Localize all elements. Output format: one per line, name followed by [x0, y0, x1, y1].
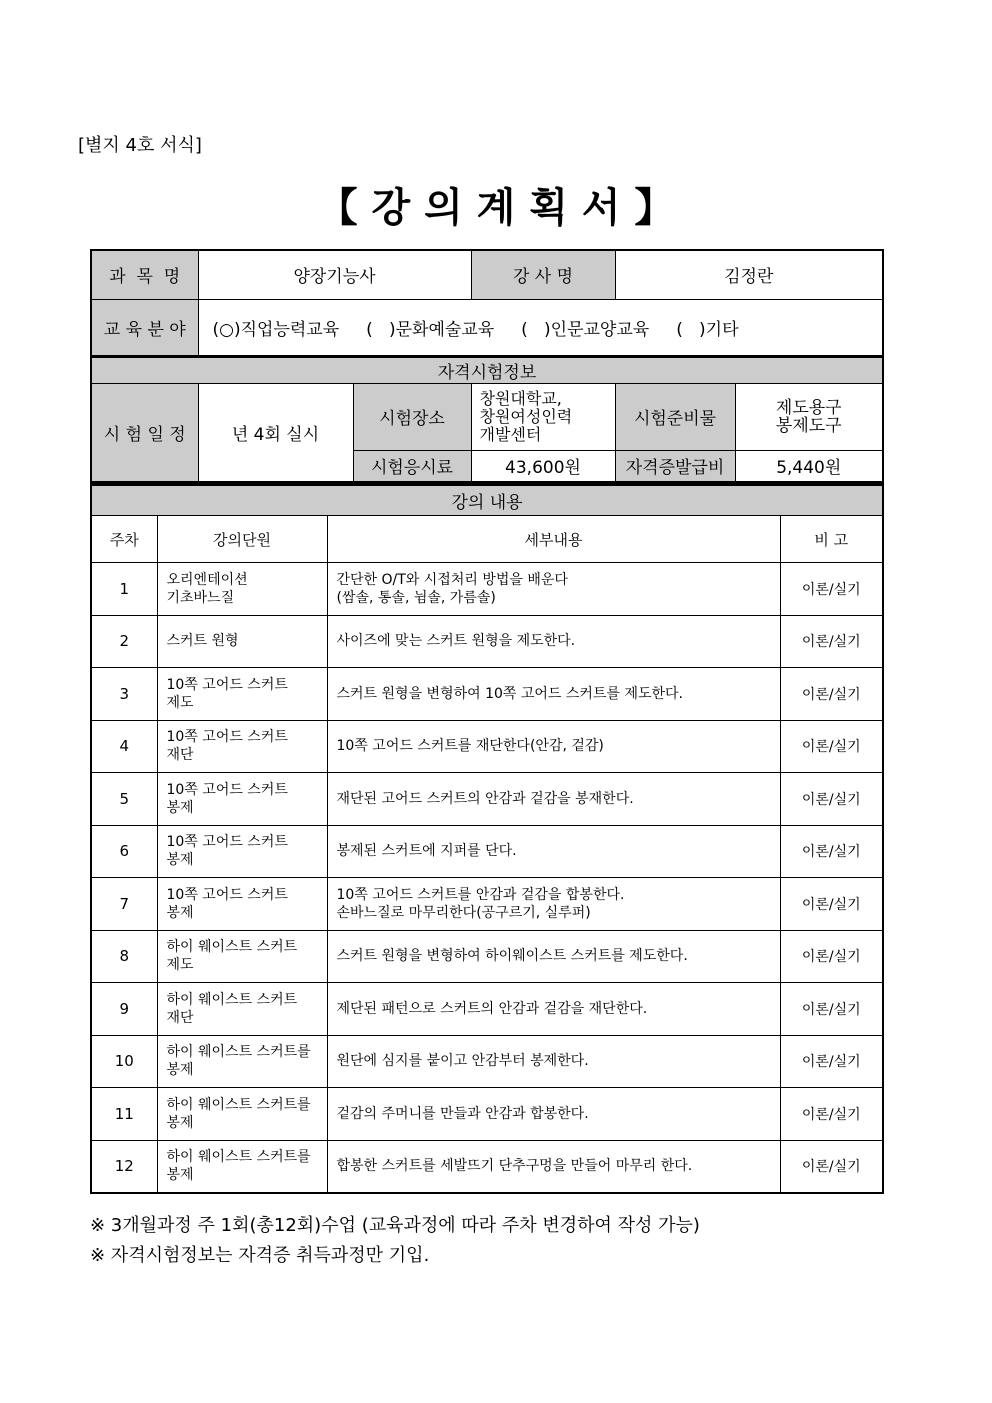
table-row: [91, 1035, 883, 1088]
note-cell: 이론/실기: [780, 720, 883, 773]
table-row: [91, 878, 883, 931]
unit-cell: [157, 563, 327, 616]
field-label: 교 육 분 야: [91, 299, 198, 356]
detail-line-1: 겉감의 주머니를 만들과 안감과 합봉한다.: [336, 1105, 589, 1122]
detail-line-1: 스커트 원형을 변형하여 하이웨이스트 스커트를 제도한다.: [336, 948, 688, 965]
week-cell: 7: [91, 878, 157, 931]
page-title: 【 강 의 계 획 서 】: [317, 185, 675, 231]
unit-line-2: 봉제: [166, 1062, 194, 1079]
unit-line-2: 재단: [166, 1009, 194, 1026]
detail-cell: [327, 615, 780, 668]
note-cell: 이론/실기: [780, 1035, 883, 1088]
lecture-section-title: 강의 내용: [91, 485, 883, 516]
detail-line-2: (쌈솔, 통솔, 뉨솔, 가름솔): [336, 589, 496, 606]
schedule-label: 시 험 일 정: [91, 383, 198, 482]
unit-line-2: 봉제: [166, 799, 194, 816]
unit-line-2: 봉제: [166, 904, 194, 921]
detail-line-1: 제단된 패턴으로 스커트의 안감과 겉감을 재단한다.: [336, 1000, 648, 1017]
note-cell: 이론/실기: [780, 1140, 883, 1193]
table-row: [91, 983, 883, 1036]
detail-line-1: 스커트 원형을 변형하여 10쪽 고어드 스커트를 제도한다.: [336, 685, 683, 702]
detail-line-1: 원단에 심지를 붙이고 안감부터 봉제한다.: [336, 1053, 589, 1070]
instructor-label: 강 사 명: [471, 250, 615, 299]
cert-fee-value: 5,440원: [735, 450, 883, 482]
place-line-3: 개발센터: [479, 424, 542, 444]
week-cell: 6: [91, 825, 157, 878]
supplies-value: [735, 383, 883, 450]
unit-line-2: 재단: [166, 747, 194, 764]
week-cell: 2: [91, 615, 157, 668]
week-cell: 4: [91, 720, 157, 773]
week-cell: 8: [91, 930, 157, 983]
exam-section-title: 자격시험정보: [91, 356, 883, 383]
header-week: 주차: [91, 516, 157, 563]
unit-cell: [157, 720, 327, 773]
unit-line-2: 제도: [166, 694, 194, 711]
header-detail: 세부내용: [327, 516, 780, 563]
unit-cell: [157, 615, 327, 668]
note-cell: 이론/실기: [780, 930, 883, 983]
table-row: [91, 615, 883, 668]
note-cell: 이론/실기: [780, 773, 883, 826]
week-cell: 5: [91, 773, 157, 826]
detail-line-1: 봉제된 스커트에 지퍼를 단다.: [336, 843, 517, 860]
detail-cell: [327, 668, 780, 721]
unit-cell: [157, 825, 327, 878]
note-cell: 이론/실기: [780, 878, 883, 931]
detail-line-1: 합봉한 스커트를 세발뜨기 단추구멍을 만들어 마무리 한다.: [336, 1158, 693, 1174]
unit-line-2: 제도: [166, 957, 194, 974]
week-cell: 10: [91, 1035, 157, 1088]
unit-cell: [157, 930, 327, 983]
unit-line-1: 하이 웨이스트 스커트: [166, 991, 298, 1008]
detail-cell: [327, 930, 780, 983]
detail-cell: [327, 563, 780, 616]
detail-cell: [327, 1140, 780, 1193]
unit-line-2: 봉제: [166, 1167, 194, 1183]
place-value: [471, 383, 615, 450]
unit-line-1: 10쪽 고어드 스커트: [166, 781, 288, 798]
detail-line-1: 재단된 고어드 스커트의 안감과 겉감을 봉재한다.: [336, 790, 634, 807]
table-row: [91, 1140, 883, 1193]
detail-cell: [327, 1035, 780, 1088]
unit-line-1: 하이 웨이스트 스커트를: [166, 1149, 311, 1165]
note-cell: 이론/실기: [780, 668, 883, 721]
supplies-line-2: 봉제도구: [775, 415, 842, 436]
unit-cell: [157, 773, 327, 826]
info-table: [90, 249, 884, 483]
unit-line-1: 오리엔테이션: [166, 571, 248, 588]
detail-cell: [327, 878, 780, 931]
table-row: [91, 563, 883, 616]
week-cell: 1: [91, 563, 157, 616]
subject-label: 과 목 명: [91, 250, 198, 299]
detail-line-1: 10쪽 고어드 스커트를 재단한다(안감, 겉감): [336, 738, 604, 755]
table-row: [91, 668, 883, 721]
note-cell: 이론/실기: [780, 983, 883, 1036]
place-label: 시험장소: [353, 383, 471, 450]
unit-line-2: 기초바느질: [166, 589, 235, 606]
header-unit: 강의단원: [157, 516, 327, 563]
form-label: [별지 4호 서식]: [78, 135, 202, 156]
note-cell: 이론/실기: [780, 825, 883, 878]
unit-line-1: 10쪽 고어드 스커트: [166, 834, 288, 851]
week-cell: 3: [91, 668, 157, 721]
detail-line-1: 10쪽 고어드 스커트를 안감과 겉감을 합봉한다.: [336, 886, 625, 903]
place-line-2: 창원여성인력: [479, 406, 573, 426]
footnote-1: ※ 3개월과정 주 1회(총12회)수업 (교육과정에 따라 주차 변경하여 작성 가능): [90, 1215, 700, 1236]
table-row: [91, 825, 883, 878]
detail-cell: [327, 773, 780, 826]
week-cell: 9: [91, 983, 157, 1036]
week-cell: 12: [91, 1140, 157, 1193]
detail-cell: [327, 983, 780, 1036]
field-options: (○)직업능력교육 ( )문화예술교육 ( )인문교양교육 ( )기타: [198, 299, 883, 356]
supplies-label: 시험준비물: [615, 383, 735, 450]
note-cell: 이론/실기: [780, 1088, 883, 1141]
subject-value: 양장기능사: [198, 250, 471, 299]
note-cell: 이론/실기: [780, 563, 883, 616]
lecture-table: [90, 483, 884, 1194]
week-cell: 11: [91, 1088, 157, 1141]
unit-cell: [157, 878, 327, 931]
fee-value: 43,600원: [471, 450, 615, 482]
unit-cell: [157, 1140, 327, 1193]
unit-cell: [157, 1035, 327, 1088]
table-row: [91, 773, 883, 826]
unit-cell: [157, 1088, 327, 1141]
note-cell: 이론/실기: [780, 615, 883, 668]
unit-line-1: 하이 웨이스트 스커트를: [166, 1096, 311, 1113]
instructor-value: 김정란: [615, 250, 883, 299]
footnote-2: ※ 자격시험정보는 자격증 취득과정만 기입.: [90, 1245, 430, 1266]
unit-line-2: 봉제: [166, 852, 194, 869]
unit-line-1: 하이 웨이스트 스커트를: [166, 1044, 311, 1061]
detail-line-1: 사이즈에 맞는 스커트 원형을 제도한다.: [336, 633, 576, 650]
unit-line-2: 봉제: [166, 1114, 194, 1131]
unit-line-1: 하이 웨이스트 스커트: [166, 939, 298, 956]
table-row: [91, 720, 883, 773]
unit-line-1: 스커트 원형: [166, 633, 239, 650]
cert-fee-label: 자격증발급비: [615, 450, 735, 482]
unit-line-1: 10쪽 고어드 스커트: [166, 676, 288, 693]
header-note: 비 고: [780, 516, 883, 563]
unit-cell: [157, 983, 327, 1036]
detail-cell: [327, 825, 780, 878]
schedule-value: 년 4회 실시: [198, 383, 353, 482]
fee-label: 시험응시료: [353, 450, 471, 482]
footnotes: [90, 1211, 700, 1271]
place-line-1: 창원대학교,: [479, 388, 562, 408]
detail-line-2: 손바느질로 마무리한다(공구르기, 실루퍼): [336, 904, 591, 921]
table-row: [91, 1088, 883, 1141]
detail-cell: [327, 1088, 780, 1141]
detail-cell: [327, 720, 780, 773]
unit-cell: [157, 668, 327, 721]
detail-line-1: 간단한 O/T와 시접처리 방법을 배운다: [336, 571, 568, 588]
unit-line-1: 10쪽 고어드 스커트: [166, 886, 288, 903]
table-row: [91, 930, 883, 983]
supplies-line-1: 제도용구: [775, 397, 842, 418]
unit-line-1: 10쪽 고어드 스커트: [166, 729, 288, 746]
